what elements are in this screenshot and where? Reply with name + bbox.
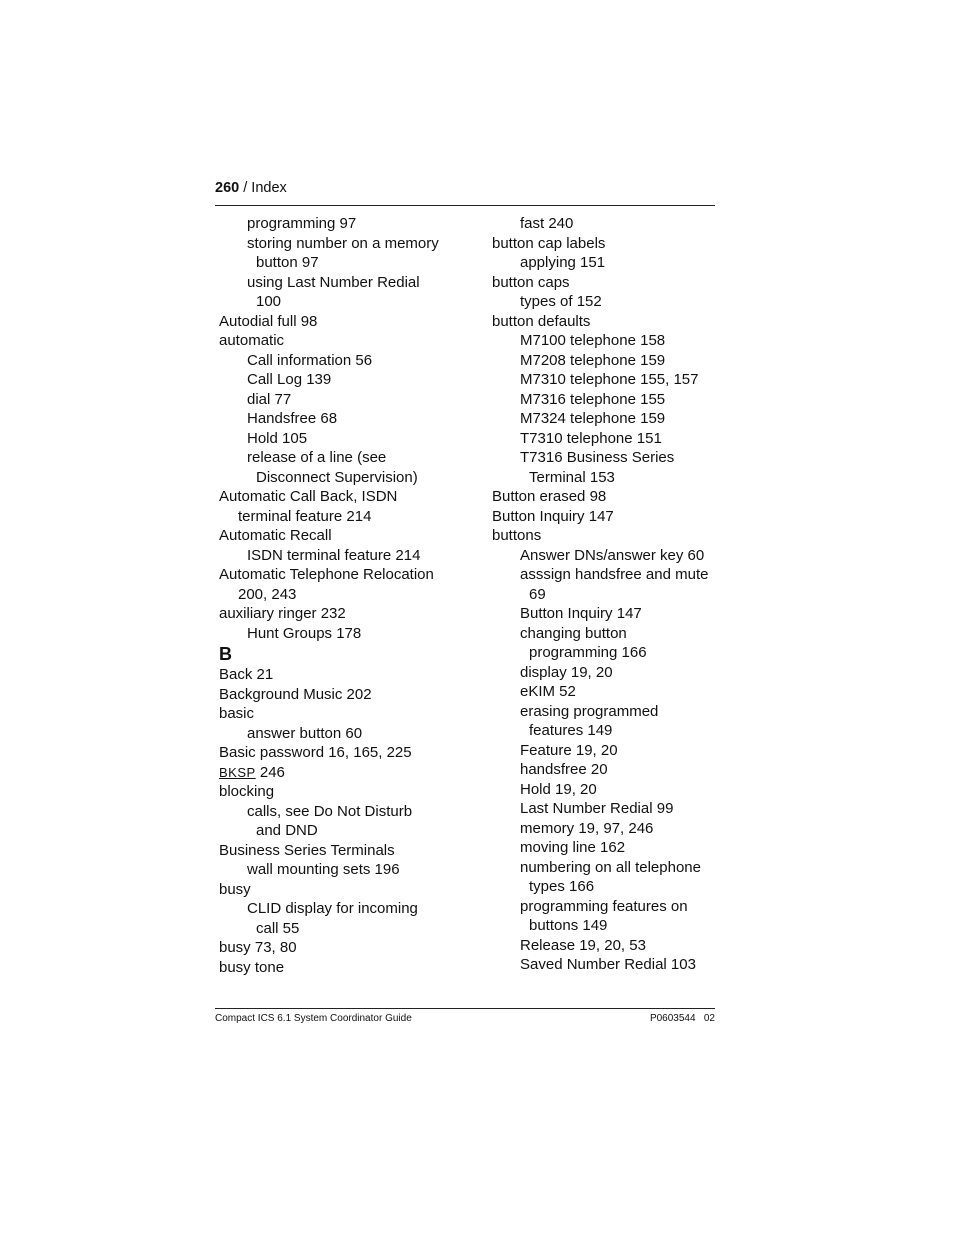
- index-subentry: eKIM 52: [520, 683, 576, 700]
- header-rule: [215, 205, 715, 206]
- index-subentry: numbering on all telephone: [520, 858, 701, 876]
- index-entry: Basic password 16, 165, 225: [219, 744, 412, 761]
- bksp-key-label: BKSP: [219, 764, 256, 780]
- index-subentry: M7316 telephone 155: [520, 390, 666, 408]
- index-entry-continuation: features 149: [529, 722, 613, 739]
- page-number: 260: [215, 180, 240, 196]
- index-subentry: ISDN terminal feature 214: [247, 546, 421, 564]
- index-subentry: M7100 telephone 158: [520, 332, 666, 349]
- index-entry-continuation: 100: [256, 293, 282, 310]
- index-subentry: Feature 19, 20: [520, 741, 618, 759]
- index-subentry: changing button: [520, 624, 627, 642]
- index-subentry: M7208 telephone 159: [520, 351, 666, 369]
- index-entry-continuation: Terminal 153: [529, 468, 615, 486]
- index-subentry: Handsfree 68: [247, 410, 338, 427]
- index-subentry: M7310 telephone 155, 157: [520, 371, 699, 388]
- index-subentry: Call information 56: [247, 351, 373, 369]
- footer-doc-number: P0603544 02: [649, 1013, 715, 1024]
- index-entry: busy 73, 80: [219, 939, 297, 956]
- index-entry-continuation: types 166: [529, 878, 595, 895]
- index-entry: 200, 243: [238, 585, 297, 603]
- index-entry: Back 21: [219, 666, 274, 683]
- index-entry-continuation: Disconnect Supervision): [256, 468, 418, 486]
- index-subentry: types of 152: [520, 293, 602, 310]
- index-page-ref: 246: [255, 763, 285, 781]
- footer-rule: [215, 1008, 715, 1009]
- index-entry: busy tone: [219, 958, 285, 976]
- index-subentry: answer button 60: [247, 724, 363, 742]
- index-subentry: wall mounting sets 196: [247, 861, 400, 878]
- index-subentry: M7324 telephone 159: [520, 410, 666, 427]
- index-entry-continuation: and DND: [256, 822, 318, 839]
- index-subentry: release of a line (see: [247, 449, 387, 466]
- index-entry-continuation: call 55: [256, 919, 300, 937]
- index-entry: buttons: [492, 527, 542, 544]
- index-subentry: Button Inquiry 147: [520, 605, 642, 622]
- index-subentry: programming 97: [247, 215, 357, 232]
- index-entry-continuation: programming 166: [529, 644, 647, 661]
- index-subentry: Saved Number Redial 103: [520, 956, 696, 973]
- index-entry: Button Inquiry 147: [492, 507, 614, 525]
- index-entry: Background Music 202: [219, 685, 372, 703]
- index-entry: auxiliary ringer 232: [219, 605, 346, 622]
- index-subentry: Hold 19, 20: [520, 780, 597, 798]
- index-subentry: using Last Number Redial: [247, 273, 420, 291]
- index-entry: button caps: [492, 273, 570, 291]
- index-subentry: Last Number Redial 99: [520, 800, 674, 817]
- index-subentry: Answer DNs/answer key 60: [520, 546, 705, 564]
- section-title: / Index: [243, 180, 287, 196]
- index-entry-continuation: buttons 149: [529, 917, 608, 934]
- index-entry: Button erased 98: [492, 488, 607, 505]
- index-entry: Autodial full 98: [219, 312, 318, 330]
- index-subentry: calls, see Do Not Disturb: [247, 802, 413, 820]
- index-letter-heading: B: [219, 644, 232, 664]
- index-entry: Automatic Recall: [219, 527, 332, 544]
- index-entry: Automatic Telephone Relocation: [219, 566, 434, 583]
- index-entry: blocking: [219, 783, 275, 800]
- index-subentry: moving line 162: [520, 839, 626, 856]
- index-entry: busy: [219, 880, 251, 898]
- index-subentry: applying 151: [520, 254, 606, 271]
- index-subentry: fast 240: [520, 215, 574, 232]
- index-entry: Automatic Call Back, ISDN: [219, 488, 398, 505]
- index-entry: automatic: [219, 332, 285, 349]
- index-subentry: asssign handsfree and mute: [520, 566, 709, 583]
- index-entry-continuation: 69: [529, 585, 546, 603]
- index-subentry: Release 19, 20, 53: [520, 936, 646, 954]
- index-subentry: erasing programmed: [520, 702, 659, 720]
- index-subentry: T7310 telephone 151: [520, 429, 662, 447]
- page-header: [215, 180, 287, 196]
- index-subentry: display 19, 20: [520, 663, 613, 681]
- index-entry: button cap labels: [492, 234, 606, 252]
- index-entry: Business Series Terminals: [219, 841, 395, 859]
- index-subentry: dial 77: [247, 390, 292, 408]
- footer-title: Compact ICS 6.1 System Coordinator Guide: [215, 1013, 412, 1024]
- index-subentry: Hunt Groups 178: [247, 624, 362, 642]
- index-subentry: programming features on: [520, 897, 688, 915]
- index-subentry: CLID display for incoming: [247, 900, 418, 917]
- index-subentry: handsfree 20: [520, 761, 608, 778]
- index-column-right: [492, 214, 732, 975]
- index-entry: button defaults: [492, 312, 591, 330]
- index-column-left: [219, 214, 469, 977]
- index-entry: basic: [219, 705, 255, 722]
- index-entry: [219, 763, 469, 783]
- index-subentry: T7316 Business Series: [520, 449, 675, 466]
- index-entry: terminal feature 214: [238, 507, 372, 525]
- index-subentry: storing number on a memory: [247, 234, 439, 252]
- index-subentry: Call Log 139: [247, 371, 332, 388]
- index-subentry: Hold 105: [247, 429, 308, 447]
- index-entry-continuation: button 97: [256, 254, 319, 271]
- index-subentry: memory 19, 97, 246: [520, 819, 654, 837]
